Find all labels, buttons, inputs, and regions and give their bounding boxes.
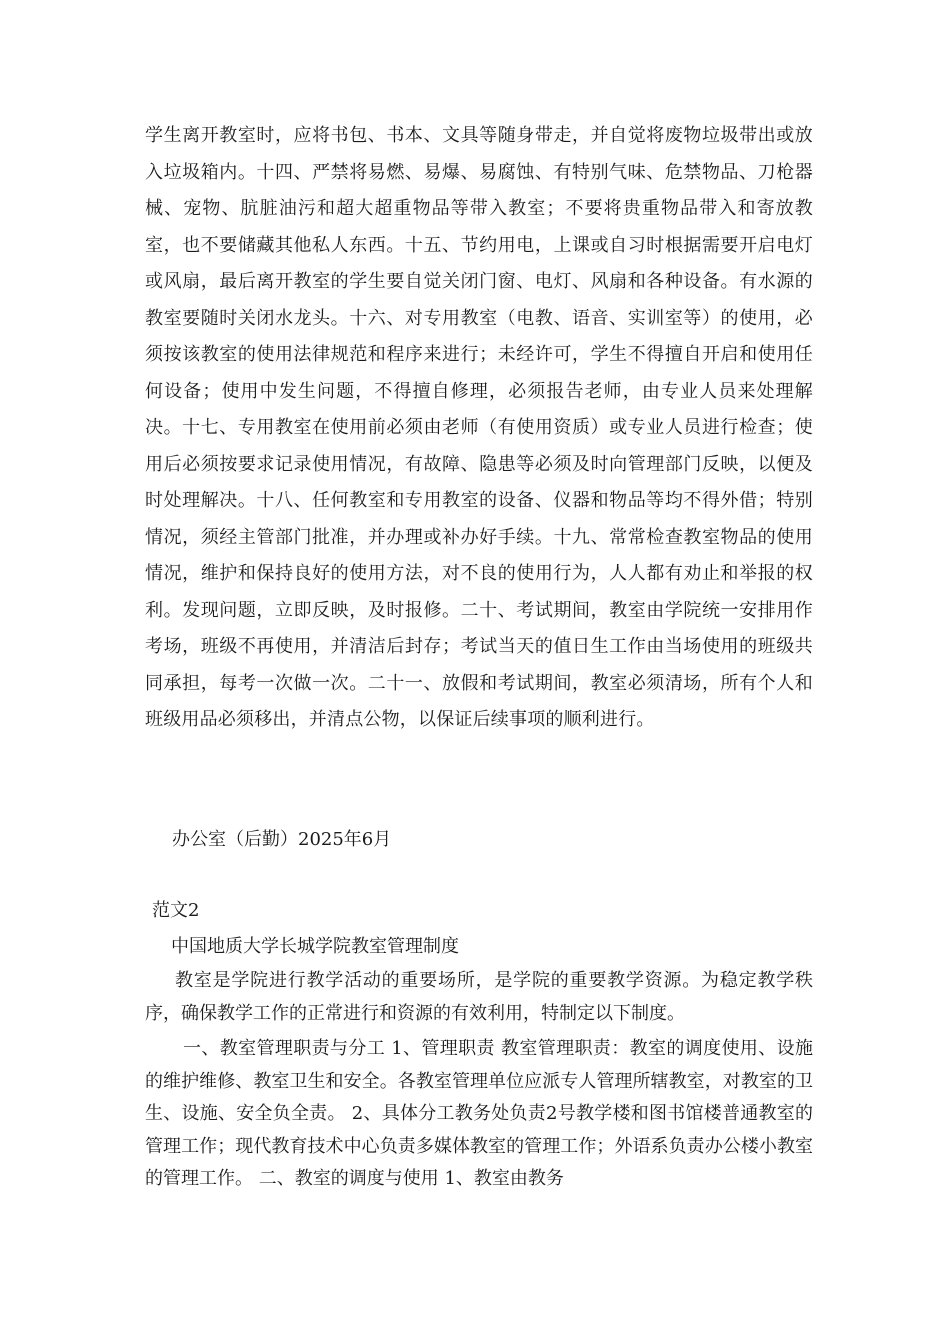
document-title: 中国地质大学长城学院教室管理制度 — [171, 936, 459, 957]
intro-paragraph: 教室是学院进行教学活动的重要场所，是学院的重要教学资源。为稳定教学秩序，确保教学工作的正常进行和资源的有效利用，特制定以下制度。 — [145, 970, 813, 1024]
sample-2-section — [145, 893, 813, 1196]
signature-line: 办公室（后勤）2025年6月 — [172, 829, 392, 850]
continuation-paragraph: 学生离开教室时，应将书包、书本、文具等随身带走，并自觉将废物垃圾带出或放入垃圾箱内。十四、严禁将易燃、易爆、易腐蚀、有特别气味、危禁物品、刀枪器械、宠物、肮脏油污和超大超重物品等带入教室；不要将贵重物品带入和寄放教室，也不要储藏其他私人东西。十五、节约用电，上课或自习时根据需要开启电灯或风扇，最后离开教室的学生要自觉关闭门窗、电灯、风扇和各种设备。有水源的教室要随时关闭水龙头。十六、对专用教室（电教、语音、实训室等）的使用，必须按该教室的使用法律规范和程序来进行；未经许可，学生不得擅自开启和使用任何设备；使用中发生问题，不得擅自修理，必须报告老师，由专业人员来处理解决。十七、专用教室在使用前必须由老师（有使用资质）或专业人员进行检查；使用后必须按要求记录使用情况，有故障、隐患等必须及时向管理部门反映，以便及时处理解决。十八、任何教室和专用教室的设备、仪器和物品等均不得外借；特别情况，须经主管部门批准，并办理或补办好手续。十九、常常检查教室物品的使用情况，维护和保持良好的使用方法，对不良的使用行为，人人都有劝止和举报的权利。发现问题，立即反映，及时报修。二十、考试期间，教室由学院统一安排用作考场，班级不再使用，并清洁后封存；考试当天的值日生工作由当场使用的班级共同承担，每考一次做一次。二十一、放假和考试期间，教室必须清场，所有个人和班级用品必须移出，并清点公物，以保证后续事项的顺利进行。 — [145, 125, 813, 730]
sample-label: 范文2 — [152, 900, 200, 921]
clauses-paragraph: 一、教室管理职责与分工 1、管理职责 教室管理职责：教室的调度使用、设施的维护维修、教室卫生和安全。各教室管理单位应派专人管理所辖教室，对教室的卫生、设施、安全负全责。 2、具体分工教务处负责2号教学楼和图书馆楼普通教室的管理工作；现代教育技术中心负责多媒体教室的管理工作；外语系负责办公楼小教室的管理工作。 二、教室的调度与使用 1、教室由教务 — [145, 1038, 813, 1189]
